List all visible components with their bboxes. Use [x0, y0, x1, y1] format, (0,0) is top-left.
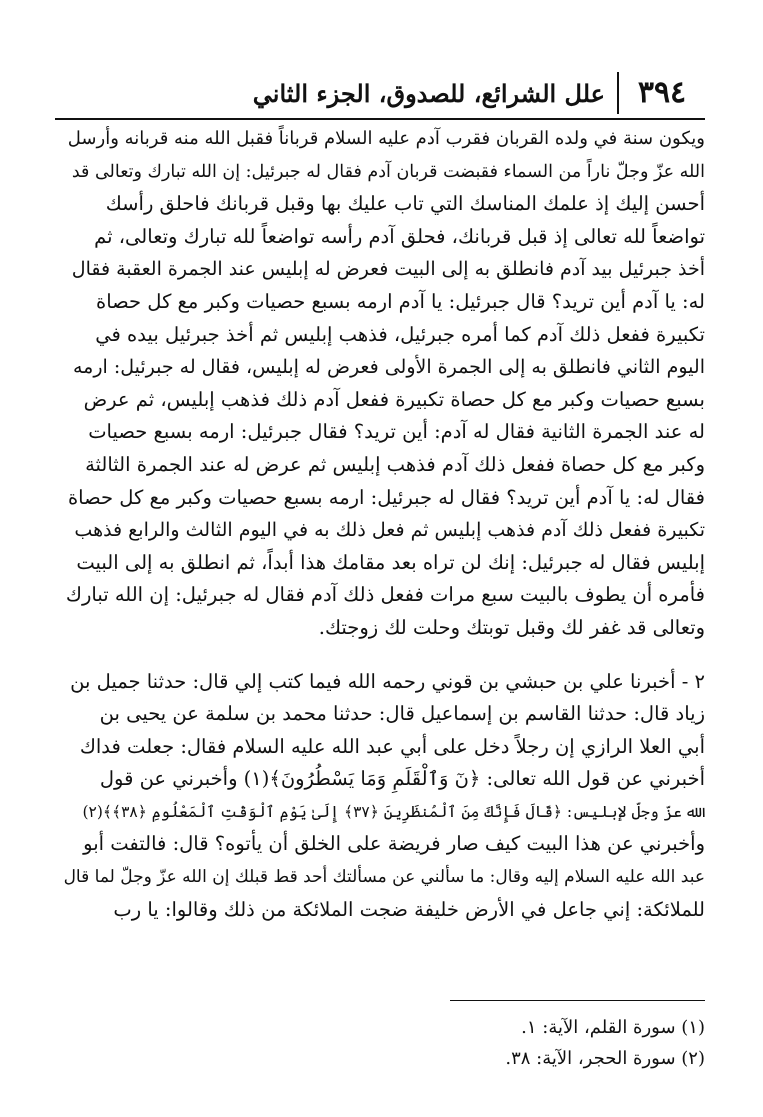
body-text — [64, 123, 705, 926]
paragraph-gap — [64, 645, 705, 666]
text-line: بسبع حصيات وكبر مع كل حصاة تكبيرة ففعل آدم ذلك فذهب إبليس، ثم عرض — [83, 387, 705, 411]
text-line: ٢ - أخبرنا علي بن حبشي بن قوني رحمه الله فيما كتب إلي قال: حدثنا جميل بن — [70, 669, 705, 693]
text-line: اليوم الثاني فانطلق به إلى الجمرة الأولى فعرض له إبليس، فقال له جبرئيل: ارمه — [72, 356, 705, 379]
text-line: أبي العلا الرازي إن رجلاً دخل على أبي عبد الله عليه السلام فقال: جعلت فداك — [79, 734, 705, 758]
text-line: تكبيرة ففعل ذلك آدم كما أمره جبرئيل، فذهب إبليس ثم أخذ جبرئيل بيده في — [95, 322, 705, 346]
text-line: عبد الله عليه السلام إليه وقال: ما سألني عن مسألتك أحد قط قبلك إن الله عزّ وجلّ لما قال — [64, 867, 705, 888]
text-line: تكبيرة ففعل ذلك آدم فذهب إبليس ثم فعل ذلك به في اليوم الثالث والرابع فذهب — [74, 519, 705, 542]
text-line: تواضعاً لله تعالى إذ قبل قربانك، فحلق آدم رأسه تواضعاً لله تبارك وتعالى، ثم — [94, 224, 705, 248]
text-line: زياد قال: حدثنا القاسم بن إسماعيل قال: حدثنا محمد بن سلمة عن يحيى بن — [99, 702, 705, 726]
page-number: ٣٩٤ — [617, 72, 705, 114]
text-line: وكبر مع كل حصاة ففعل ذلك آدم فذهب إبليس ثم عرض له عند الجمرة الثالثة — [85, 452, 705, 476]
text-line: له عند الجمرة الثانية فقال له آدم: أين تريد؟ فقال جبرئيل: ارمه بسبع حصيات — [88, 420, 705, 444]
text-line: وتعالى قد غفر لك وقبل توبتك وحلت لك زوجتك. — [318, 615, 705, 639]
text-line: أخبرني عن قول الله تعالى: ﴿نٓ وَٱلْقَلَمِ وَمَا يَسْطُرُونَ﴾(١) وأخبرني عن قول — [99, 767, 705, 791]
footnote-divider — [450, 1000, 705, 1001]
text-line: إبليس فقال له جبرئيل: إنك لن تراه بعد مقامك هذا أبداً، ثم انطلق به إلى البيت — [76, 550, 705, 574]
text-line: له: يا آدم أين تريد؟ قال جبرئيل: يا آدم ارمه بسبع حصيات وكبر مع كل حصاة — [95, 289, 705, 313]
text-line: الله عزّ وجلّ ناراً من السماء فقبضت قربان آدم فقال له جبرئيل: إن الله تبارك وتعالى قد — [71, 161, 705, 182]
text-line: وأخبرني عن هذا البيت كيف صار فريضة على الخلق أن يأتوه؟ قال: فالتفت أبو — [83, 832, 705, 856]
text-line: أحسن إليك إذ علمك المناسك التي تاب عليك بها وقبل قربانك فاحلق رأسك — [105, 192, 705, 216]
text-line: فأمره أن يطوف بالبيت سبع مرات ففعل ذلك آدم فقال له جبرئيل: إن الله تبارك — [65, 583, 705, 607]
footnote: (١) سورة القلم، الآية: ١. — [521, 1017, 705, 1038]
text-line: للملائكة: إني جاعل في الأرض خليفة ضجت الملائكة من ذلك وقالوا: يا رب — [113, 897, 705, 921]
text-line: الله عزّ وجلّ لإبليس: ﴿قَالَ فَإِنَّكَ مِنَ ٱلْمُنظَرِينَ ﴿٣٧﴾ إِلَىٰ يَوْمِ ٱلْوَقْتِ ٱلْمَعْلُومِ ﴿٣٨﴾﴾(٢) — [82, 802, 705, 821]
footnotes — [64, 1012, 705, 1074]
text-line: ويكون سنة في ولده القربان فقرب آدم عليه السلام قرباناً فقبل الله منه قربانه وأرسل — [67, 128, 705, 149]
page-header — [55, 70, 705, 120]
text-line: أخذ جبرئيل بيد آدم فانطلق به إلى البيت فعرض له إبليس عند الجمرة العقبة فقال — [71, 258, 705, 281]
footnote: (٢) سورة الحجر، الآية: ٣٨. — [505, 1048, 705, 1069]
text-line: فقال له: يا آدم أين تريد؟ فقال له جبرئيل: ارمه بسبع حصيات وكبر مع كل حصاة — [67, 485, 705, 509]
book-title: علل الشرائع، للصدوق، الجزء الثاني — [252, 79, 605, 108]
